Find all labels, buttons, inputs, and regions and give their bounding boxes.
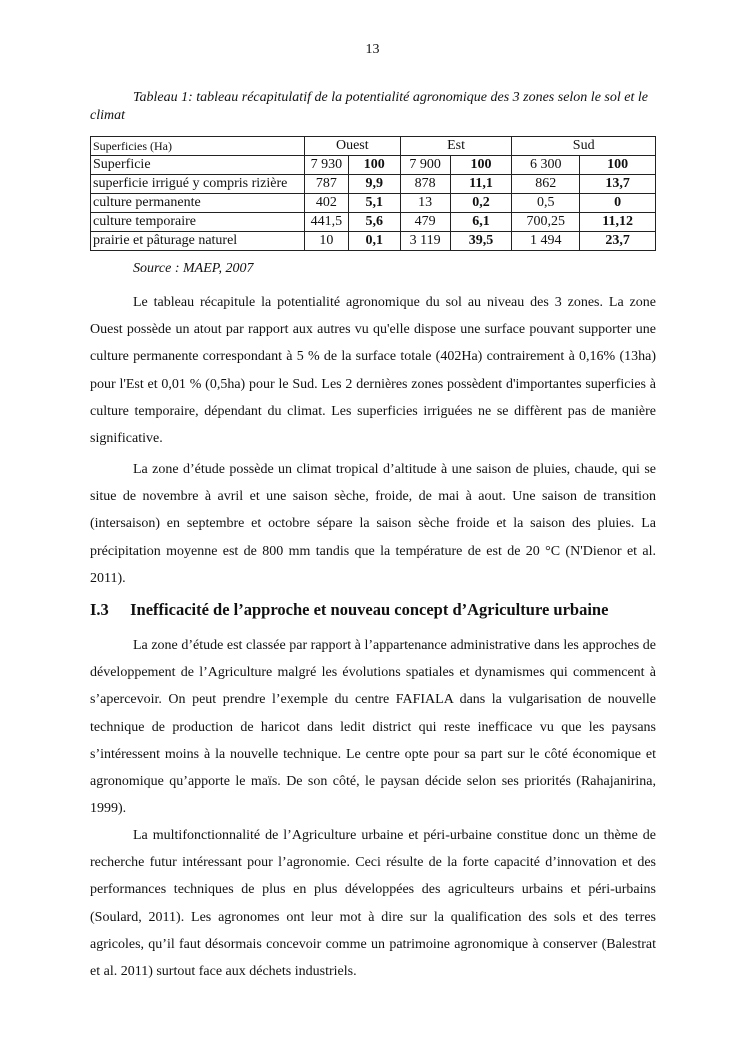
- row-label: superficie irrigué y compris rizière: [91, 175, 305, 194]
- cell-sud-pct: 13,7: [580, 175, 656, 194]
- page-number: 13: [365, 42, 380, 57]
- row-label: culture temporaire: [91, 213, 305, 232]
- cell-sud-ha: 0,5: [512, 194, 580, 213]
- cell-sud-pct: 11,12: [580, 213, 656, 232]
- cell-est-ha: 7 900: [400, 156, 450, 175]
- paragraph-approach: La zone d’étude est classée par rapport à l’appartenance administrative dans les approches de développement de l’Agriculture malgré les évolutions spatiales et dynamismes qui commencent à s’apercevoir. On peut prendre l’exemple du centre FAFIALA dans la vulgarisation de nouvelle technique de production de haricot dans ledit district qui reste inefficace vu que les paysans s’intéressent moins à la nouvelle technique. Le centre opte pour sa part sur le côté économique et agronomique qu’apporte le maïs. De son côté, le paysan décide selon ses priorités (Rahajanirina, 1999).: [90, 638, 656, 817]
- cell-sud-ha: 700,25: [512, 213, 580, 232]
- cell-est-pct: 100: [450, 156, 512, 175]
- cell-ouest-ha: 7 930: [304, 156, 348, 175]
- cell-est-pct: 6,1: [450, 213, 512, 232]
- summary-table: [90, 136, 656, 251]
- cell-sud-pct: 100: [580, 156, 656, 175]
- cell-sud-pct: 0: [580, 194, 656, 213]
- cell-ouest-pct: 5,1: [348, 194, 400, 213]
- row-label: prairie et pâturage naturel: [91, 232, 305, 251]
- cell-sud-pct: 23,7: [580, 232, 656, 251]
- cell-sud-ha: 862: [512, 175, 580, 194]
- table-caption: Tableau 1: tableau récapitulatif de la potentialité agronomique des 3 zones selon le sol et le climat: [90, 90, 648, 123]
- cell-sud-ha: 1 494: [512, 232, 580, 251]
- cell-ouest-ha: 10: [304, 232, 348, 251]
- zone-header-est: Est: [400, 137, 512, 156]
- cell-sud-ha: 6 300: [512, 156, 580, 175]
- cell-ouest-pct: 100: [348, 156, 400, 175]
- cell-est-pct: 39,5: [450, 232, 512, 251]
- table-row: [91, 194, 656, 213]
- cell-est-ha: 13: [400, 194, 450, 213]
- cell-ouest-pct: 0,1: [348, 232, 400, 251]
- row-label: Superficie: [91, 156, 305, 175]
- paragraph-multifunctionality: La multifonctionnalité de l’Agriculture urbaine et péri-urbaine constitue donc un thème de recherche futur intéressant pour l’agronomie. Ceci résulte de la forte capacité d’innovation et des performances techniques de plus en plus développées des agriculteurs urbains et péri-urbains (Soulard, 2011). Les agronomes ont leur mot à dire sur la qualification des sols et des terres agricoles, qu’il faut désormais concevoir comme un patrimoine agronomique à conserver (Balestrat et al. 2011) surtout face aux déchets industriels.: [90, 828, 656, 980]
- cell-ouest-pct: 5,6: [348, 213, 400, 232]
- paragraph-climate: La zone d’étude possède un climat tropical d’altitude à une saison de pluies, chaude, qui se situe de novembre à avril et une saison sèche, froide, de mai à aout. Une saison de transition (intersaison) en septembre et octobre sépare la saison sèche froide et la saison des pluies. La précipitation moyenne est de 800 mm tandis que la température de est de 20 °C (N'Dienor et al. 2011).: [90, 462, 656, 586]
- zone-header-sud: Sud: [512, 137, 656, 156]
- section-heading: [90, 600, 656, 620]
- table-header-row: [91, 137, 656, 156]
- table-row: [91, 213, 656, 232]
- cell-ouest-pct: 9,9: [348, 175, 400, 194]
- table-row: [91, 156, 656, 175]
- table-header-label: Superficies (Ha): [91, 137, 305, 156]
- section-title: Inefficacité de l’approche et nouveau concept d’Agriculture urbaine: [130, 600, 609, 619]
- section-number: I.3: [90, 600, 109, 619]
- table-row: [91, 232, 656, 251]
- cell-est-ha: 479: [400, 213, 450, 232]
- table-source: Source : MAEP, 2007: [133, 261, 254, 276]
- cell-est-ha: 3 119: [400, 232, 450, 251]
- cell-ouest-ha: 441,5: [304, 213, 348, 232]
- cell-est-pct: 11,1: [450, 175, 512, 194]
- cell-est-ha: 878: [400, 175, 450, 194]
- table-row: [91, 175, 656, 194]
- cell-est-pct: 0,2: [450, 194, 512, 213]
- row-label: culture permanente: [91, 194, 305, 213]
- zone-header-ouest: Ouest: [304, 137, 400, 156]
- paragraph-table-summary: Le tableau récapitule la potentialité agronomique du sol au niveau des 3 zones. La zone Ouest possède un atout par rapport aux autres vu qu'elle dispose une surface pouvant supporter une culture permanente correspondant à 5 % de la surface totale (402Ha) contrairement à 0,16% (13ha) pour l'Est et 0,01 % (0,5ha) pour le Sud. Les 2 dernières zones possèdent d'importantes superficies à culture temporaire, dépendant du climat. Les superficies irriguées ne se diffèrent pas de manière significative.: [90, 295, 656, 447]
- cell-ouest-ha: 787: [304, 175, 348, 194]
- cell-ouest-ha: 402: [304, 194, 348, 213]
